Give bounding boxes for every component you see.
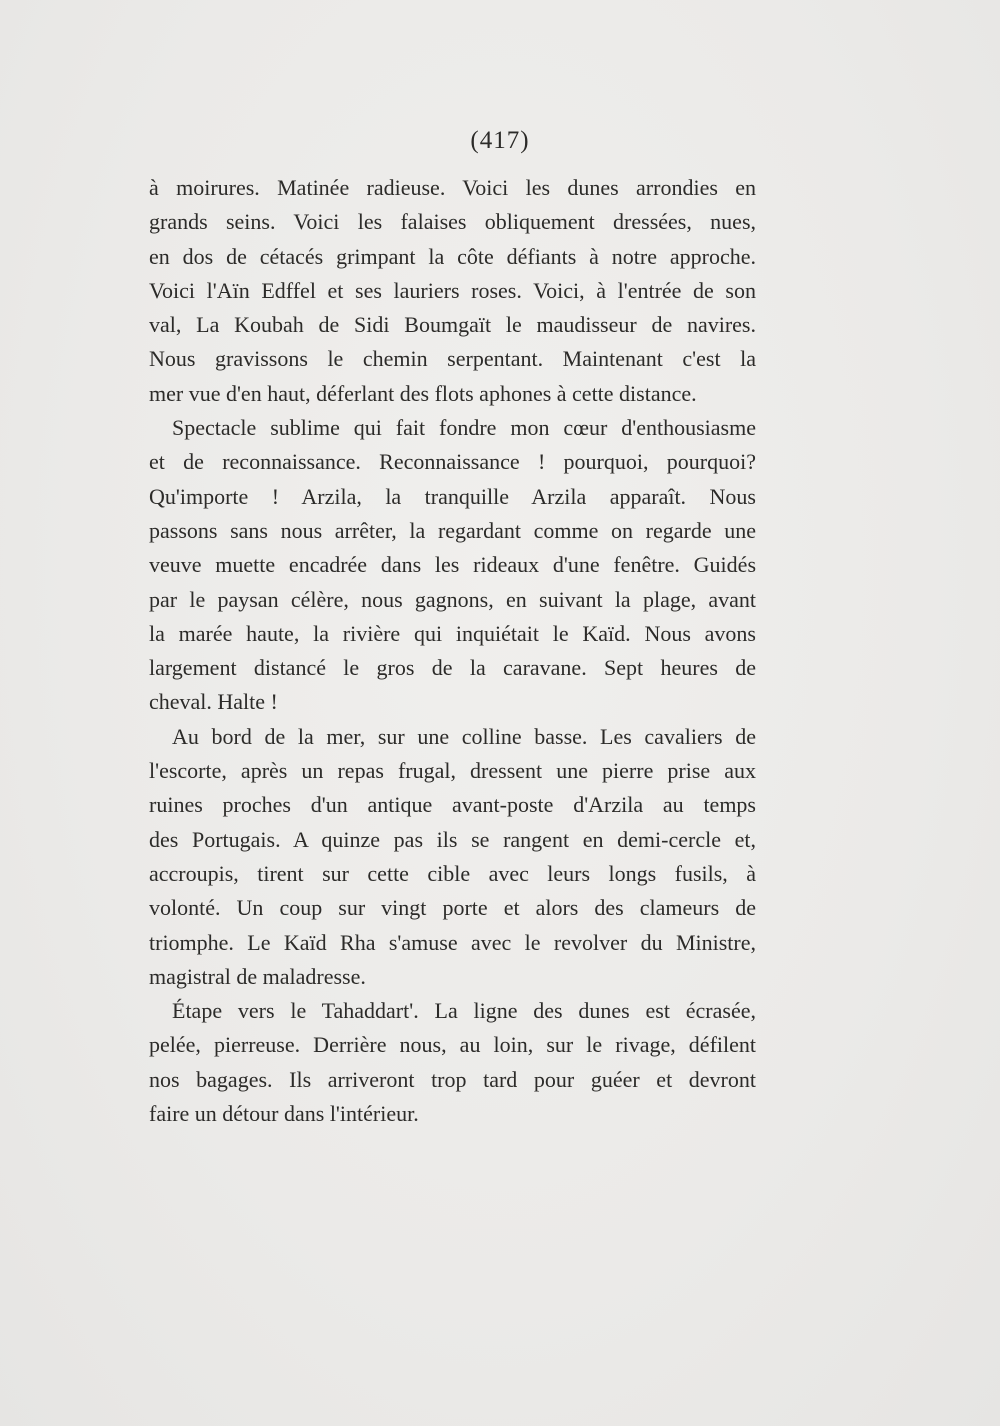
text-line: Au bord de la mer, sur une colline basse. Les cavaliers de — [172, 723, 756, 749]
text-line: magistral de maladresse. — [149, 963, 366, 989]
text-line: des Portugais. A quinze pas ils se rangent en demi-cercle et, — [149, 826, 756, 852]
body-text — [149, 171, 756, 1131]
text-line: Spectacle sublime qui fait fondre mon cœur d'enthousiasme — [172, 415, 756, 441]
text-line: volonté. Un coup sur vingt porte et alors des clameurs de — [149, 895, 756, 921]
text-line: cheval. Halte ! — [149, 689, 278, 715]
text-line: Qu'importe ! Arzila, la tranquille Arzila apparaît. Nous — [149, 483, 756, 509]
text-line: nos bagages. Ils arriveront trop tard pour guéer et devront — [149, 1066, 756, 1092]
text-line: Voici l'Aïn Edffel et ses lauriers roses. Voici, à l'entrée de son — [149, 277, 756, 303]
text-line: ruines proches d'un antique avant-poste d'Arzila au temps — [149, 792, 756, 818]
text-line: en dos de cétacés grimpant la côte défiants à notre approche. — [149, 243, 756, 269]
text-line: et de reconnaissance. Reconnaissance ! pourquoi, pourquoi? — [149, 449, 756, 475]
text-line: à moirures. Matinée radieuse. Voici les dunes arrondies en — [149, 175, 756, 200]
text-line: largement distancé le gros de la caravane. Sept heures de — [149, 655, 756, 681]
text-line: grands seins. Voici les falaises obliquement dressées, nues, — [149, 209, 756, 235]
text-line: faire un détour dans l'intérieur. — [149, 1101, 419, 1127]
text-line: Étape vers le Tahaddart'. La ligne des dunes est écrasée, — [172, 998, 756, 1024]
text-line: val, La Koubah de Sidi Boumgaït le maudisseur de navires. — [149, 312, 756, 338]
text-line: mer vue d'en haut, déferlant des flots aphones à cette distance. — [149, 380, 697, 406]
text-line: veuve muette encadrée dans les rideaux d'une fenêtre. Guidés — [149, 552, 756, 578]
text-line: la marée haute, la rivière qui inquiétait le Kaïd. Nous avons — [149, 620, 756, 646]
text-line: triomphe. Le Kaïd Rha s'amuse avec le revolver du Ministre, — [149, 929, 756, 955]
page-number: (417) — [470, 127, 530, 154]
text-line: pelée, pierreuse. Derrière nous, au loin, sur le rivage, défilent — [149, 1032, 756, 1058]
text-line: l'escorte, après un repas frugal, dressent une pierre prise aux — [149, 758, 756, 784]
text-line: passons sans nous arrêter, la regardant comme on regarde une — [149, 517, 756, 543]
text-line: par le paysan célère, nous gagnons, en suivant la plage, avant — [149, 586, 756, 612]
text-line: Nous gravissons le chemin serpentant. Maintenant c'est la — [149, 346, 756, 372]
text-line: accroupis, tirent sur cette cible avec leurs longs fusils, à — [149, 860, 756, 886]
